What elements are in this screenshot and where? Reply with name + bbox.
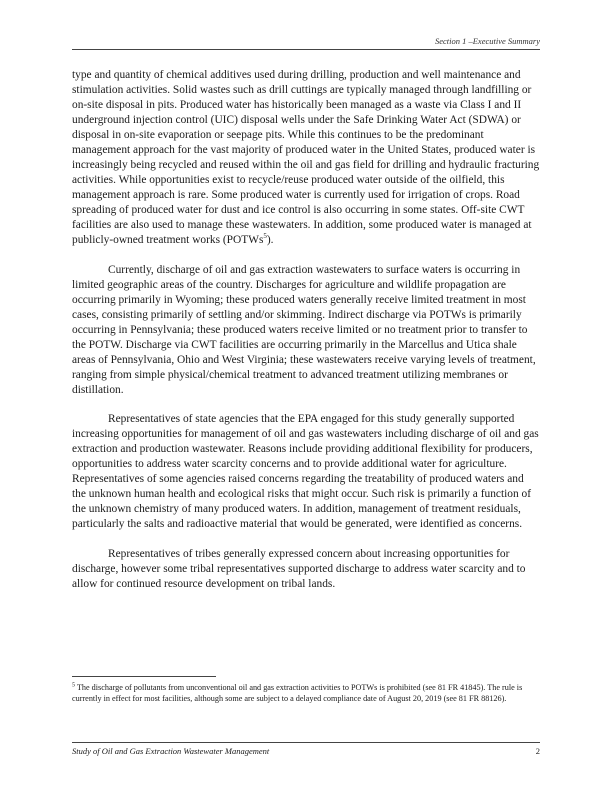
paragraph-4: Representatives of tribes generally expressed concern about increasing opportunities for discharge, however some tribal representatives supported discharge to address water scarcity and to allow for continued resource development on tribal lands.	[72, 547, 526, 590]
page-number: 2	[535, 746, 540, 756]
body-text	[72, 68, 540, 606]
page-footer	[72, 742, 540, 756]
document-title: Study of Oil and Gas Extraction Wastewater Management	[72, 746, 270, 756]
footnote-text: The discharge of pollutants from unconventional oil and gas extraction activities to POTWs is prohibited (see 81 FR 41845). The rule is currently in effect for most facilities, although some are subject to a delayed compliance date of August 20, 2019 (see 81 FR 88126).	[72, 683, 523, 703]
paragraph-2: Currently, discharge of oil and gas extraction wastewaters to surface waters is occurring in limited geographic areas of the country. Discharges for agriculture and wildlife propagation are occurring primarily in Wyoming; these produced waters generally receive limited treatment in most cases, consisting primarily of settling and/or skimming. Indirect discharge via POTWs is primarily occurring in Pennsylvania; these produced waters receive limited or no treatment prior to transfer to the POTW. Discharge via CWT facilities are occurring primarily in the Marcellus and Utica shale areas of Pennsylvania, Ohio and West Virginia; these wastewaters receive varying levels of treatment, ranging from simple physical/chemical treatment to advanced treatment utilizing membranes or distillation.	[72, 263, 536, 396]
footnote	[72, 683, 540, 704]
paragraph-1-end: ).	[266, 234, 274, 246]
paragraph-3: Representatives of state agencies that the EPA engaged for this study generally supported increasing opportunities for management of oil and gas wastewaters including discharge of oil and gas extraction and production wastewater. Reasons include providing additional flexibility for producers, opportunities to address water scarcity concerns and to provide additional water for agriculture. Representatives of some agencies raised concerns regarding the treatability of produced waters and the unknown human health and ecological risks that might occur. Such risk is primarily a function of the unknown chemistry of many produced waters. In addition, management of treatment residuals, particularly the salts and radioactive material that would be generated, were identified as concerns.	[72, 413, 539, 530]
footnote-marker: 5	[72, 682, 75, 689]
footnote-reference: 5	[263, 232, 267, 241]
page-header	[72, 36, 540, 50]
footnote-divider	[72, 676, 216, 677]
paragraph-1	[72, 68, 540, 248]
section-title: Section 1 –Executive Summary	[434, 36, 540, 46]
paragraph-1-text: type and quantity of chemical additives used during drilling, production and well maintenance and stimulation activities. Solid wastes such as drill cuttings are typically managed through landfilling or on-site disposal in pits. Produced water has historically been managed as a waste via Class I and II underground injection control (UIC) disposal wells under the Safe Drinking Water Act (SDWA) or disposal in on-site evaporation or seepage pits. While this continues to be the predominant management approach for the vast majority of produced water in the United States, produced water is increasingly being recycled and reused within the oil and gas field for drilling and hydraulic fracturing activities. While opportunities exist to recycle/reuse produced water outside of the oilfield, this management approach is rare. Some produced water is currently used for irrigation of crops. Road spreading of produced water for dust and ice control is also occurring in some states. Off-site CWT facilities are also used to manage these wastewaters. In addition, some produced water is managed at publicly-owned treatment works (POTWs	[72, 69, 540, 246]
